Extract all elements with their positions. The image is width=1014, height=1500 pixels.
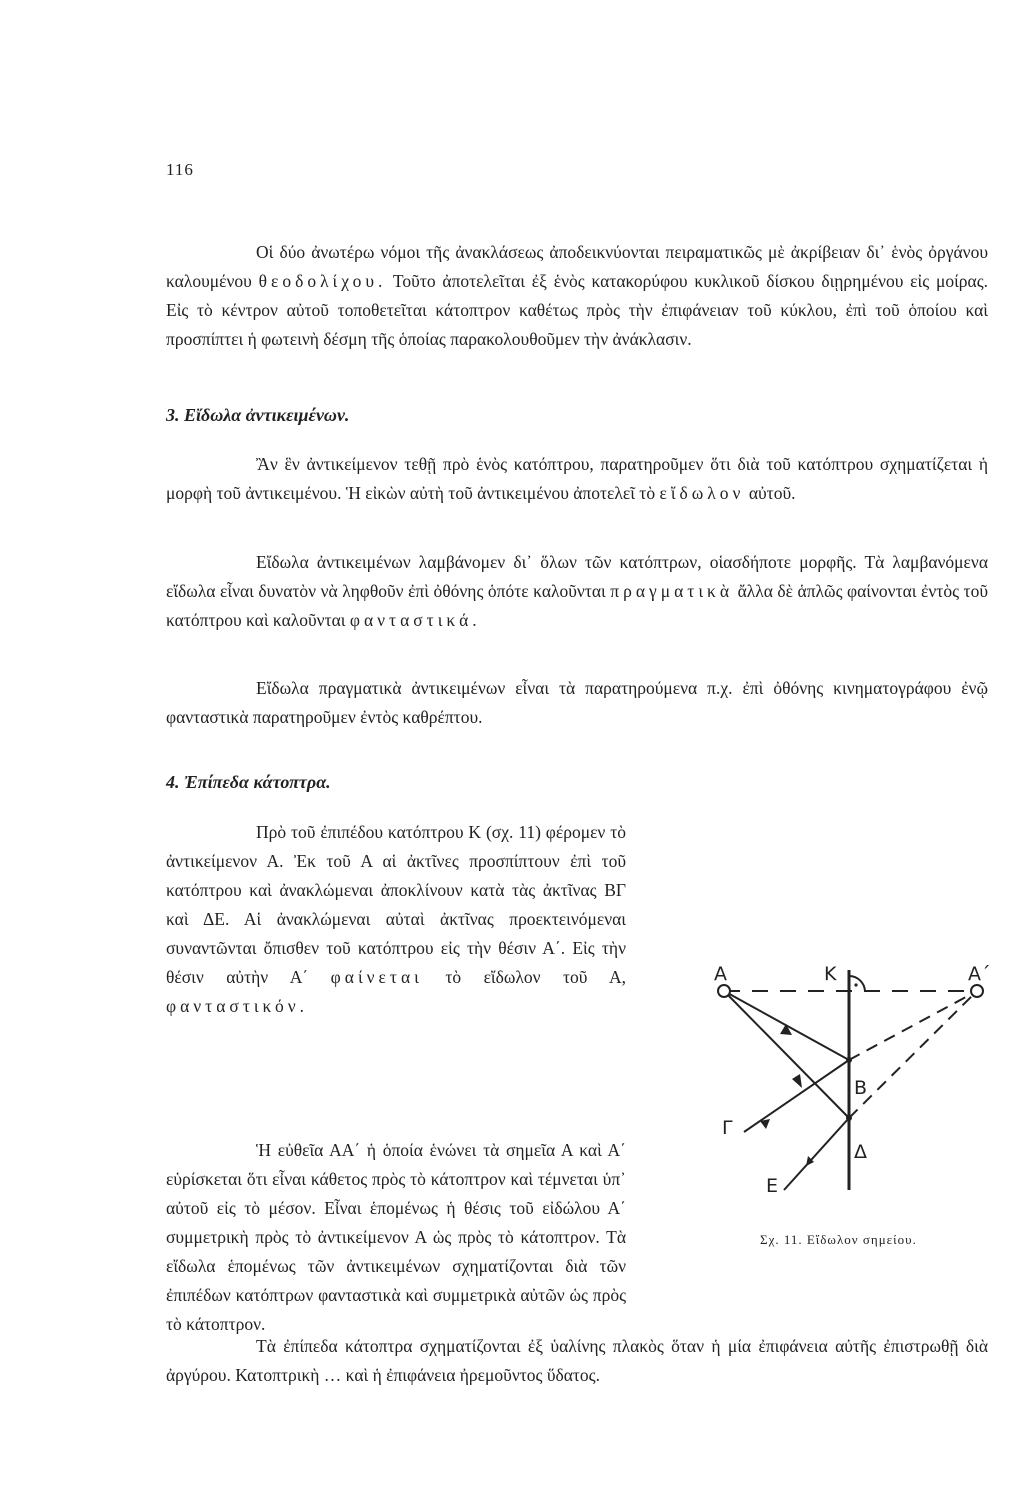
paragraph-mirror-materials: Τὰ ἐπίπεδα κάτοπτρα σχηματίζονται ἐξ ὑαλίνης πλακὸς ὅταν ἡ μία ἐπιφάνεια αὐτῆς ἐπιστρωθῇ διὰ ἀργύρου. Κατοπτρικὴ … καὶ ἡ ἐπιφάνεια ἠρεμοῦντος ὕδατος. — [166, 1336, 988, 1385]
emphasis-term: πραγματικὰ — [610, 581, 734, 601]
label-b: Β — [854, 1077, 868, 1099]
reflected-ray-bg — [744, 1060, 849, 1132]
point-a — [718, 985, 730, 997]
point-a-prime — [971, 985, 983, 997]
incident-ray-ad — [724, 991, 849, 1118]
paragraph-examples: Εἴδωλα πραγματικὰ ἀντικειμένων εἶναι τὰ παρατηρούμενα π.χ. ἐπὶ ὀθόνης κινηματογράφου ἐνῷ φανταστικὰ παρατηροῦμεν ἐντὸς καθρέπτου. — [166, 678, 988, 727]
section-heading-plane-mirrors: 4. Ἐπίπεδα κάτοπτρα. — [166, 772, 331, 792]
label-a: Α — [714, 963, 727, 985]
emphasis-term: φανταστικά. — [349, 610, 481, 630]
paragraph-text: Τοῦτο ἀποτελεῖται ἐξ ἑνὸς κατακορύφου κυκλικοῦ δίσκου διῃρημένου εἰς μοίρας. Εἰς τὸ κέντρον αὐτοῦ τοποθετεῖται κάτοπτρον καθέτως πρὸς τὴν ἐπιφάνειαν τοῦ κύκλου, ἐπὶ τοῦ ὁποίου καὶ προσπίπτει ἡ φωτεινὴ δέσμη τῆς ὁποίας παρακολουθοῦμεν τὴν ἀνάκλασιν. — [166, 271, 988, 349]
paragraph-plane-mirror — [166, 818, 626, 1021]
paragraph-symmetry: Ἡ εὐθεῖα ΑΑ΄ ἡ ὁποία ἑνώνει τὰ σημεῖα Α καὶ Α΄ εὑρίσκεται ὅτι εἶναι κάθετος πρὸς τὸ κάτοπτρον καὶ τέμνεται ὑπ᾿ αὐτοῦ εἰς τὸ μέσον. Εἶναι ἑπομένως ἡ θέσις τοῦ εἰδώλου Α΄ συμμετρικὴ πρὸς τὸ ἀντικείμενον Α ὡς πρὸς τὸ κάτοπτρον. Τὰ εἴδωλα ἑπομένως τῶν ἀντικειμένων σχηματίζονται διὰ τῶν ἐπιπέδων κατόπτρων φανταστικὰ καὶ συμμετρικὰ αὐτῶν ὡς πρὸς τὸ κάτοπτρον. — [166, 1140, 626, 1334]
page-number: 116 — [166, 160, 194, 179]
label-d: Δ — [854, 1141, 867, 1163]
paragraph-image-definition — [166, 450, 988, 508]
emphasis-term: θεοδολίχου. — [258, 271, 387, 291]
paragraph-real-virtual — [166, 548, 988, 635]
paragraph-text: ἄλλα δὲ ἁπλῶς φαίνονται ἐντὸς τοῦ κατόπτρου καὶ καλοῦνται — [166, 581, 988, 630]
label-g: Γ — [722, 1117, 733, 1139]
paragraph-text: Πρὸ τοῦ ἐπιπέδου κατόπτρου Κ (σχ. 11) φέρομεν τὸ ἀντικείμενον Α. Ἐκ τοῦ Α αἱ ἀκτῖνες προσπίπτουν ἐπὶ τοῦ κατόπτρου καὶ ἀνακλώμεναι ἀποκλίνουν κατὰ τὰς ἀκτῖνας ΒΓ καὶ ΔΕ. Αἱ ἀνακλώμεναι αὐταὶ ἀκτῖνας προεκτεινόμεναι συναντῶνται ὄπισθεν τοῦ κατόπτρου εἰς τὴν θέσιν Α΄. Εἰς τὴν θέσιν αὐτὴν Α΄ — [166, 822, 626, 987]
label-e: Ε — [766, 1175, 779, 1197]
point-d — [846, 1115, 852, 1121]
reflected-ray-de — [784, 1118, 849, 1190]
paragraph-text: τὸ εἴδωλον τοῦ Α, — [445, 967, 627, 987]
emphasis-term: εἴδωλον — [659, 483, 745, 503]
label-a-prime: Α΄ — [968, 963, 990, 985]
right-angle-dot — [854, 983, 857, 986]
right-angle-mark — [849, 976, 865, 991]
figure-caption: Σχ. 11. Εἴδωλον σημείου. — [760, 1232, 917, 1247]
arrowhead — [780, 1024, 792, 1035]
paragraph-text: Εἴδωλα ἀντικειμένων λαμβάνομεν δι᾿ ὅλων τῶν κατόπτρων, οἱασδήποτε μορφῆς. Τὰ λαμβανόμενα εἴδωλα εἶναι δυνατὸν νὰ ληφθοῦν ἐπὶ ὀθόνης ὁπότε καλοῦνται — [166, 552, 988, 601]
arrowhead — [792, 1074, 802, 1088]
section-heading-images: 3. Εἴδωλα ἀντικειμένων. — [166, 405, 350, 425]
figure-plane-mirror — [700, 960, 990, 1200]
label-k: Κ — [824, 963, 837, 985]
paragraph-text: Οἱ δύο ἀνωτέρω νόμοι τῆς ἀνακλάσεως ἀποδεικνύονται πειραματικῶς μὲ ἀκρίβειαν δι᾿ ἑνὸς ὀργάνου καλουμένου — [166, 242, 988, 291]
emphasis-term: φαίνεται — [330, 967, 423, 987]
emphasis-term: φανταστικόν. — [166, 996, 309, 1016]
paragraph-theodolite — [166, 238, 988, 354]
virtual-extension-b — [849, 991, 977, 1060]
paragraph-text: αὐτοῦ. — [748, 483, 796, 503]
virtual-extension-d — [849, 991, 977, 1118]
paragraph-text: Ἂν ἓν ἀντικείμενον τεθῇ πρὸ ἑνὸς κατόπτρου, παρατηροῦμεν ὅτι διὰ τοῦ κατόπτρου σχηματίζεται ἡ μορφὴ τοῦ ἀντικειμένου. Ἡ εἰκὼν αὐτὴ τοῦ ἀντικειμένου ἀποτελεῖ τὸ — [166, 454, 988, 503]
point-b — [846, 1057, 852, 1063]
